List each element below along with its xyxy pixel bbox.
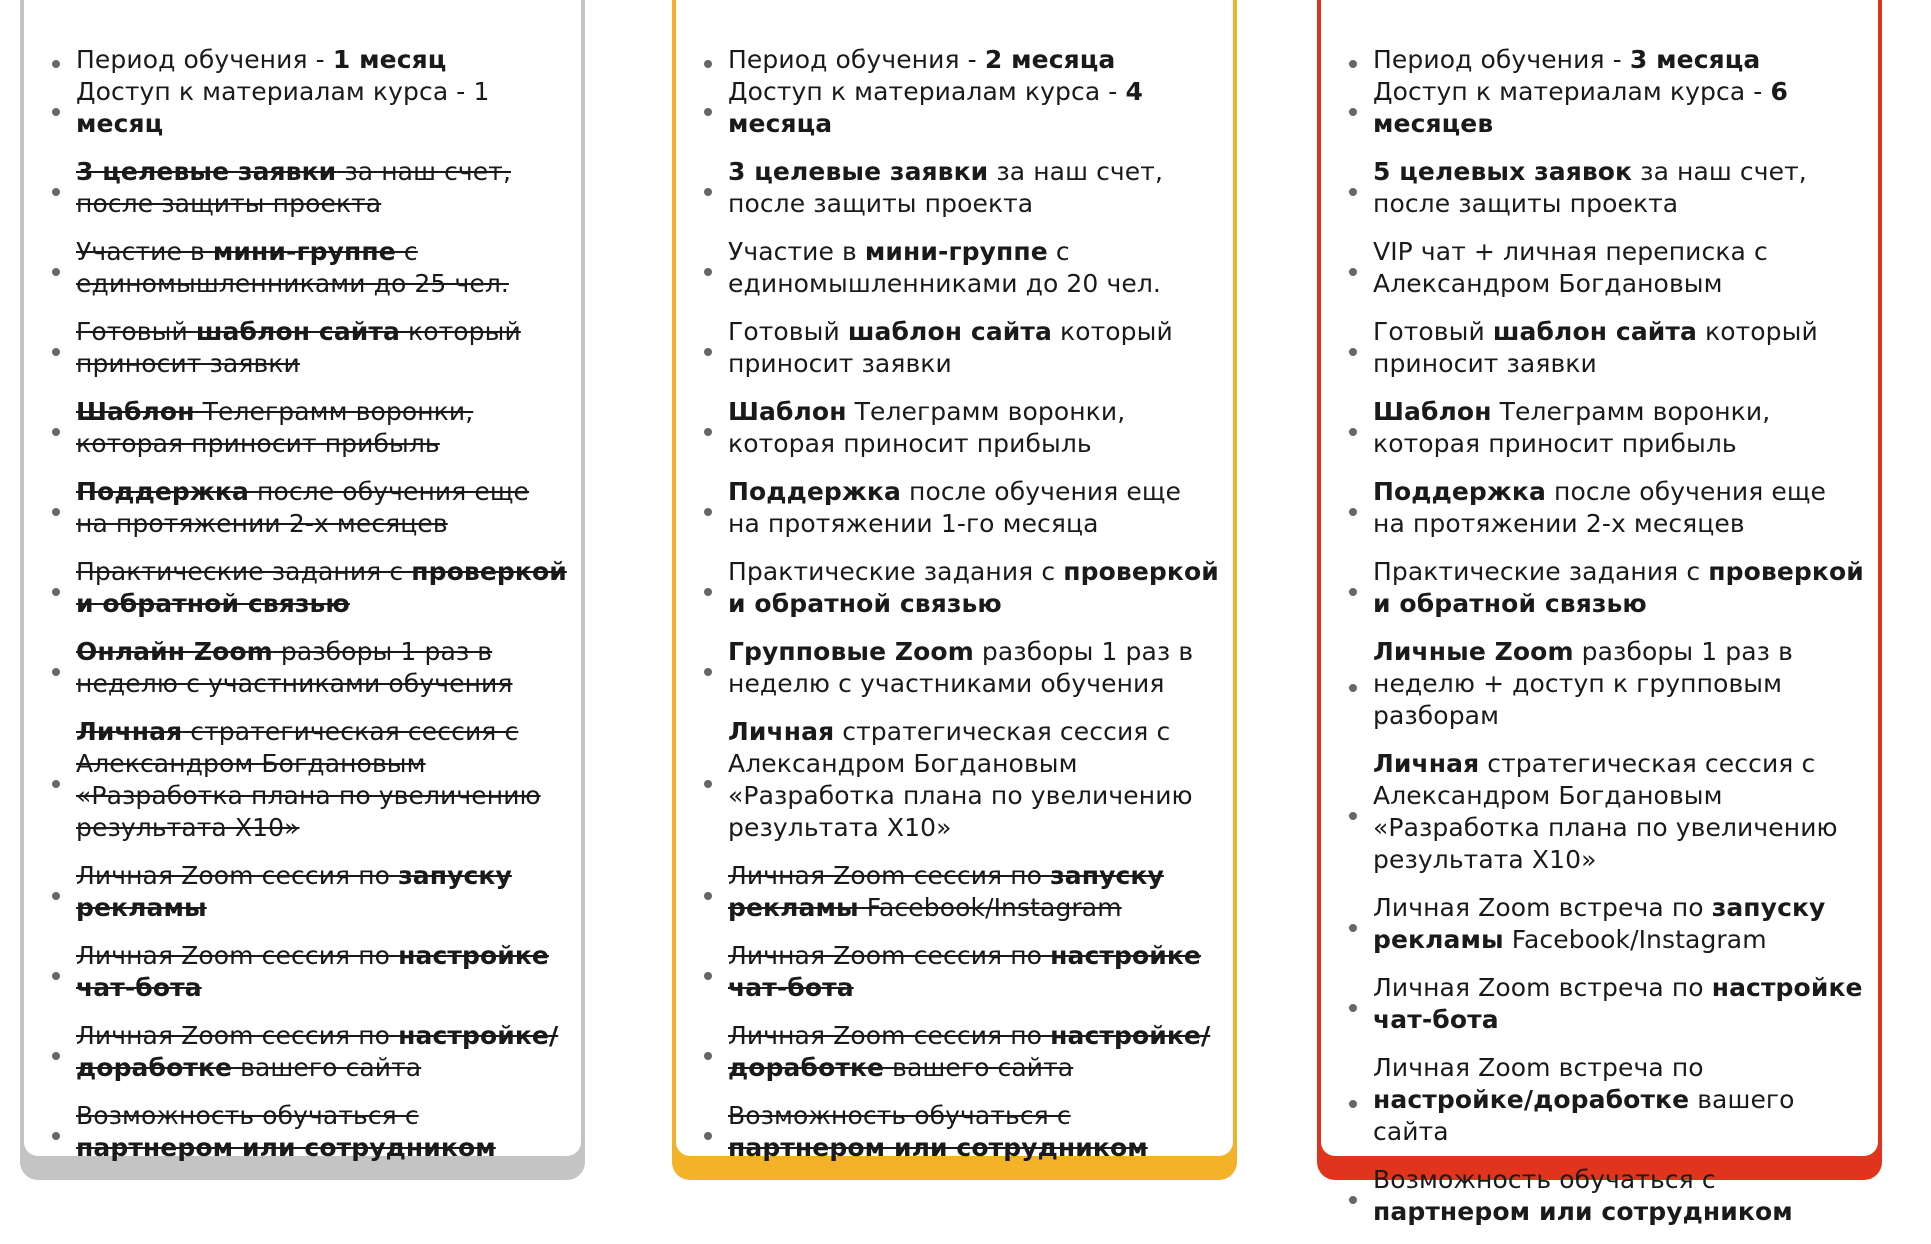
feature-highlight: 4 месяца	[728, 77, 1143, 138]
feature-text: Телеграмм воронки, которая приносит прибыль	[1373, 397, 1771, 458]
feature-item	[704, 236, 1219, 300]
feature-item	[52, 76, 567, 140]
feature-text: Участие в	[76, 237, 213, 266]
feature-highlight: проверкой и обратной связью	[1373, 557, 1864, 618]
feature-text: Возможность обучаться с	[728, 1101, 1071, 1130]
feature-item	[1349, 156, 1864, 220]
feature-item	[1349, 636, 1864, 732]
plan-card-basic	[20, 0, 585, 1160]
feature-item	[704, 156, 1219, 220]
feature-text: Телеграмм воронки, которая приносит прибыль	[76, 397, 474, 458]
feature-text: который приносит заявки	[728, 317, 1173, 378]
feature-highlight: Личная	[728, 717, 835, 746]
feature-text: после обучения еще на протяжении 1-го месяца	[728, 477, 1182, 538]
feature-item	[1349, 76, 1864, 140]
feature-item	[704, 940, 1219, 1004]
feature-text: разборы 1 раз в неделю с участниками обучения	[76, 637, 513, 698]
feature-highlight: настройке/доработке	[76, 1021, 559, 1082]
feature-text: после обучения еще на протяжении 2-х месяцев	[76, 477, 530, 538]
feature-text: Телеграмм воронки, которая приносит прибыль	[728, 397, 1126, 458]
feature-item	[52, 44, 567, 76]
feature-highlight: партнером или сотрудником	[1373, 1197, 1793, 1226]
feature-highlight: Шаблон	[728, 397, 847, 426]
feature-text: VIP чат + личная переписка с Александром Богдановым	[1373, 237, 1768, 298]
feature-highlight: Групповые Zoom	[728, 637, 974, 666]
feature-item	[52, 940, 567, 1004]
feature-item	[704, 716, 1219, 844]
feature-highlight: мини-группе	[212, 237, 396, 266]
feature-text: стратегическая сессия с Александром Богдановым «Разработка плана по увеличению результата Х10»	[728, 717, 1193, 842]
feature-text: Возможность обучаться с	[76, 1101, 419, 1130]
feature-text: Доступ к материалам курса -	[1373, 77, 1771, 106]
feature-highlight: настройке чат-бота	[728, 941, 1201, 1002]
feature-item	[1349, 748, 1864, 876]
feature-text: Период обучения -	[76, 45, 333, 74]
feature-item	[52, 1020, 567, 1084]
feature-highlight: Онлайн Zoom	[76, 637, 273, 666]
feature-text: вашего сайта	[884, 1053, 1074, 1082]
feature-highlight: Личная	[1373, 749, 1480, 778]
feature-highlight: 3 месяца	[1629, 45, 1761, 74]
feature-text: Личная Zoom сессия по	[728, 1021, 1051, 1050]
feature-text: Личная Zoom сессия по	[728, 941, 1051, 970]
feature-text: Практические задания с	[76, 557, 412, 586]
feature-text: Готовый	[76, 317, 196, 346]
feature-highlight: запуску рекламы	[1373, 893, 1826, 954]
feature-text: Доступ к материалам курса -	[728, 77, 1126, 106]
feature-item	[52, 316, 567, 380]
feature-text: Участие в	[728, 237, 865, 266]
feature-list	[52, 44, 567, 1180]
feature-highlight: 1 месяц	[332, 45, 447, 74]
feature-text: который приносит заявки	[76, 317, 521, 378]
feature-item	[704, 476, 1219, 540]
feature-text: за наш счет, после защиты проекта	[76, 157, 511, 218]
feature-item	[1349, 476, 1864, 540]
feature-item	[52, 636, 567, 700]
feature-text: Период обучения -	[728, 45, 985, 74]
feature-text: за наш счет, после защиты проекта	[728, 157, 1163, 218]
feature-highlight: шаблон сайта	[195, 317, 400, 346]
feature-text: за наш счет, после защиты проекта	[1373, 157, 1807, 218]
feature-text: стратегическая сессия с Александром Богдановым «Разработка плана по увеличению результата Х10»	[1373, 749, 1838, 874]
feature-text: Личная Zoom сессия по	[728, 861, 1051, 890]
feature-item	[52, 476, 567, 540]
feature-highlight: запуску рекламы	[76, 861, 512, 922]
feature-item	[704, 316, 1219, 380]
feature-highlight: Поддержка	[728, 477, 901, 506]
feature-text: Личная Zoom сессия по	[76, 1021, 399, 1050]
feature-text: стратегическая сессия с Александром Богдановым «Разработка плана по увеличению результата Х10»	[76, 717, 541, 842]
feature-item	[1349, 1164, 1864, 1228]
feature-highlight: Поддержка	[1373, 477, 1546, 506]
feature-list	[704, 44, 1219, 1180]
feature-highlight: 3 целевые заявки	[728, 157, 989, 186]
feature-highlight: 5 целевых заявок	[1373, 157, 1633, 186]
feature-text: Период обучения -	[1373, 45, 1630, 74]
feature-item	[52, 1100, 567, 1164]
feature-highlight: 3 целевые заявки	[76, 157, 337, 186]
feature-highlight: мини-группе	[864, 237, 1048, 266]
feature-text: Практические задания с	[1373, 557, 1709, 586]
feature-text: Личная Zoom встреча по	[1373, 973, 1712, 1002]
feature-text: разборы 1 раз в неделю с участниками обучения	[728, 637, 1194, 698]
feature-item	[52, 396, 567, 460]
feature-highlight: настройке чат-бота	[1373, 973, 1863, 1034]
feature-highlight: шаблон сайта	[1492, 317, 1697, 346]
plan-card-standard	[672, 0, 1237, 1160]
feature-item	[704, 1100, 1219, 1164]
feature-text: вашего сайта	[232, 1053, 422, 1082]
feature-highlight: шаблон сайта	[847, 317, 1052, 346]
feature-text: Facebook/Instagram	[1503, 925, 1767, 954]
feature-text: после обучения еще на протяжении 2-х месяцев	[1373, 477, 1827, 538]
feature-item	[704, 396, 1219, 460]
feature-item	[704, 636, 1219, 700]
feature-highlight: настройке/доработке	[1373, 1085, 1690, 1114]
feature-text: Практические задания с	[728, 557, 1064, 586]
feature-highlight: 2 месяца	[984, 45, 1116, 74]
feature-text: с единомышленниками до 20 чел.	[728, 237, 1161, 298]
feature-text: разборы 1 раз в неделю + доступ к групповым разборам	[1373, 637, 1793, 730]
feature-item	[704, 76, 1219, 140]
feature-item	[1349, 972, 1864, 1036]
feature-item	[1349, 236, 1864, 300]
feature-text: Личная Zoom встреча по	[1373, 1053, 1704, 1082]
feature-text: который приносит заявки	[1373, 317, 1818, 378]
feature-item	[1349, 892, 1864, 956]
feature-item	[1349, 396, 1864, 460]
plan-card-vip	[1317, 0, 1882, 1226]
feature-text: Доступ к материалам курса - 1	[76, 77, 490, 106]
feature-highlight: Поддержка	[76, 477, 249, 506]
feature-item	[704, 1020, 1219, 1084]
feature-item	[52, 156, 567, 220]
feature-highlight: партнером или сотрудником	[76, 1133, 496, 1162]
feature-item	[704, 556, 1219, 620]
feature-highlight: Шаблон	[1373, 397, 1492, 426]
feature-highlight: запуску рекламы	[728, 861, 1164, 922]
feature-text: Готовый	[728, 317, 848, 346]
feature-list	[1349, 44, 1864, 1244]
feature-text: Личная Zoom сессия по	[76, 861, 399, 890]
feature-item	[52, 716, 567, 844]
feature-highlight: настройке чат-бота	[76, 941, 549, 1002]
feature-item	[52, 556, 567, 620]
feature-item	[52, 236, 567, 300]
feature-item	[52, 860, 567, 924]
feature-text: с единомышленниками до 25 чел.	[76, 237, 509, 298]
feature-highlight: проверкой и обратной связью	[76, 557, 567, 618]
feature-highlight: партнером или сотрудником	[728, 1133, 1148, 1162]
feature-highlight: Личная	[76, 717, 183, 746]
feature-highlight: Шаблон	[76, 397, 195, 426]
feature-highlight: 6 месяцев	[1373, 77, 1788, 138]
feature-highlight: настройке/доработке	[728, 1021, 1211, 1082]
feature-text: Личная Zoom встреча по	[1373, 893, 1712, 922]
feature-item	[1349, 1052, 1864, 1148]
feature-highlight: проверкой и обратной связью	[728, 557, 1219, 618]
feature-text: Facebook/Instagram	[858, 893, 1122, 922]
feature-item	[704, 860, 1219, 924]
feature-item	[1349, 316, 1864, 380]
feature-text: вашего сайта	[1373, 1085, 1795, 1146]
feature-item	[704, 44, 1219, 76]
feature-text: Личная Zoom сессия по	[76, 941, 399, 970]
feature-item	[1349, 44, 1864, 76]
feature-text: Возможность обучаться с	[1373, 1165, 1716, 1194]
feature-text: Готовый	[1373, 317, 1493, 346]
feature-highlight: месяц	[76, 109, 164, 138]
feature-item	[1349, 556, 1864, 620]
feature-highlight: Личные Zoom	[1373, 637, 1574, 666]
